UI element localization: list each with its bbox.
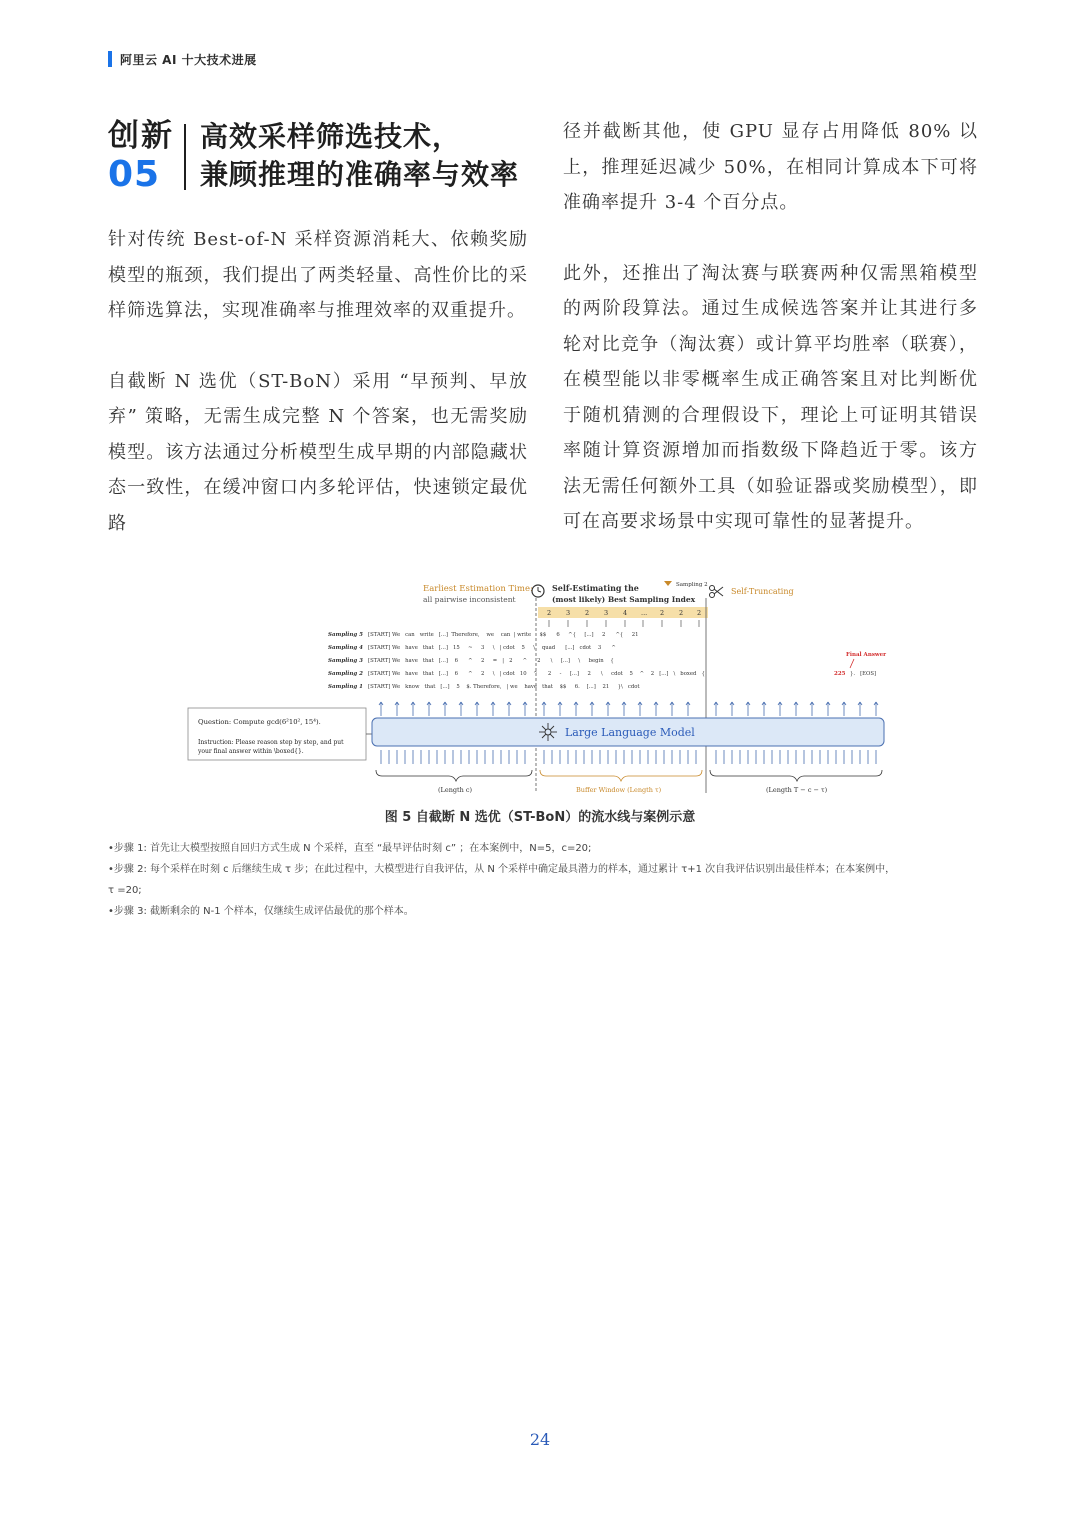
buffer-window-label: Buffer Window (Length τ) — [576, 786, 662, 794]
svg-text:3: 3 — [604, 609, 609, 617]
row-label-5: Sampling 5 — [328, 632, 363, 638]
length-rest-brace — [710, 770, 882, 781]
index-arrows — [549, 620, 699, 627]
svg-text:2: 2 — [585, 609, 590, 617]
self-estimating-label: Self-Estimating the — [552, 583, 639, 593]
svg-text:2: 2 — [547, 609, 552, 617]
instruction-line-1: Instruction: Please reason step by step, and put — [198, 739, 344, 746]
section-title-line1: 高效采样筛选技术， — [200, 120, 462, 153]
row-tokens-5: [START] We can write [...] Therefore, we can | write $$ 6 ^{ [...] 2 ^{ 21 — [368, 632, 639, 638]
output-arrows — [379, 702, 878, 716]
paragraph-st-bon: 自截断 N 选优（ST-BoN）采用 “早预判、早放弃” 策略，无需生成完整 N 个答案，也无需奖励模型。该方法通过分析模型生成早期的内部隐藏状态一致性，在缓冲窗口内多轮评估，快速锁定最优路 — [108, 370, 528, 534]
svg-text:3: 3 — [566, 609, 571, 617]
final-answer-label: Final Answer — [846, 652, 887, 658]
running-header — [108, 50, 257, 68]
right-column — [563, 114, 978, 540]
paragraph-st-bon-continued: 径并截断其他，使 GPU 显存占用降低 80% 以上，推理延迟减少 50%，在相同计算成本下可将准确率提升 3-4 个百分点。 — [563, 121, 978, 213]
earliest-estimation-label: Earliest Estimation Time: — [423, 584, 533, 594]
step-note-3: •步骤 3: 截断剩余的 N-1 个样本，仅继续生成评估最优的那个样本。 — [108, 906, 414, 917]
length-rest-label: (Length T − c − τ) — [766, 786, 828, 794]
row-tokens-3: [START] We have that [...] 6 ^ 2 = | 2 ^ 2 \ [...] \ begin { — [368, 658, 614, 664]
instruction-line-2: your final answer within \boxed{}. — [198, 748, 304, 755]
row-tokens-4: [START] We have that [...] 15 ~ 3 \ | cdot 5 \ quad [...] cdot 3 ^ — [368, 645, 616, 651]
svg-text:2: 2 — [697, 609, 702, 617]
heading-divider — [184, 124, 186, 190]
final-answer-arrow — [850, 659, 854, 668]
page-number: 24 — [529, 1430, 551, 1449]
header-accent-bar — [108, 51, 112, 67]
row-label-4: Sampling 4 — [328, 645, 363, 651]
section-title — [200, 118, 519, 194]
row-tokens-1: [START] We know that [...] 5 $. Therefore, | we have that $$ 6. [...] 21 }\ cdot — [368, 684, 640, 690]
innovation-word: 创新 — [108, 118, 174, 154]
row-label-3: Sampling 3 — [328, 658, 363, 664]
svg-text:Sampling 2: Sampling 2 — [676, 582, 708, 588]
index-values — [547, 609, 701, 617]
sampling-rows — [328, 631, 705, 690]
row-label-2: Sampling 2 — [328, 671, 363, 677]
paragraph-intro: 针对传统 Best-of-N 采样资源消耗大、依赖奖励模型的瓶颈，我们提出了两类轻量、高性价比的采样筛选算法，实现准确率与推理效率的双重提升。 — [108, 229, 528, 321]
svg-text:4: 4 — [623, 609, 628, 617]
svg-text:...: ... — [641, 609, 648, 617]
llm-label: Large Language Model — [565, 726, 695, 739]
length-c-brace — [376, 770, 532, 781]
input-arrows — [381, 750, 876, 764]
sampling-2-tag — [664, 581, 708, 588]
clock-icon — [532, 585, 544, 597]
section-title-line2: 兼顾推理的准确率与效率 — [200, 158, 520, 191]
svg-text:2: 2 — [679, 609, 684, 617]
buffer-window-brace — [540, 770, 702, 781]
step-note-2: •步骤 2: 每个采样在时刻 c 后继续生成 τ 步；在此过程中，大模型进行自我评估，从 N 个采样中确定最具潜力的样本，通过累计 τ+1 次自我评估识别出最佳样本；在本案例中， — [108, 864, 896, 875]
step-note-2-continued: τ =20; — [108, 885, 142, 896]
step-note-1: •步骤 1: 首先让大模型按照自回归方式生成 N 个采样，直至 “最早评估时刻 c” ；在本案例中，N=5，c=20; — [108, 843, 592, 854]
innovation-number: 05 — [108, 154, 161, 195]
left-column — [108, 118, 528, 541]
header-title: 阿里云 AI 十大技术进展 — [120, 52, 257, 67]
figure-caption: 图 5 自截断 N 选优（ST-BoN）的流水线与案例示意 — [384, 810, 696, 825]
paragraph-tournament-league: 此外，还推出了淘汰赛与联赛两种仅需黑箱模型的两阶段算法。通过生成候选答案并让其进行多轮对比竞争（淘汰赛）或计算平均胜率（联赛），在模型能以非零概率生成正确答案且对比判断优于随机猜测的合理假设下，理论上可证明其错误率随计算资源增加而指数级下降趋近于零。该方法无需任何额外工具（如验证器或奖励模型），即可在高要求场景中实现可靠性的显著提升。 — [563, 262, 978, 532]
svg-text:2: 2 — [660, 609, 665, 617]
innovation-heading — [108, 118, 528, 196]
self-estimating-sub: (most likely) Best Sampling Index — [552, 595, 696, 604]
row-tokens-2: [START] We have that [...] 6 ^ 2 \ | cdot 10 ^ 2 - [...] 2 \ cdot 5 ^ 2 [...] \ boxed { — [368, 671, 705, 677]
final-answer-tail: }. [EOS] — [850, 671, 877, 677]
pipeline-diagram — [186, 578, 894, 798]
length-c-label: (Length c) — [438, 786, 473, 794]
self-truncating-label: Self-Truncating — [731, 587, 794, 596]
final-answer-value: 225 — [834, 671, 846, 677]
earliest-estimation-sub: all pairwise inconsistent — [423, 595, 516, 604]
step-notes — [108, 838, 968, 922]
innovation-label — [108, 118, 182, 196]
st-bon-pipeline-figure — [186, 578, 894, 798]
scissors-icon — [710, 586, 724, 598]
question-text: Question: Compute gcd(6²10², 15⁴). — [198, 718, 321, 726]
row-label-1: Sampling 1 — [328, 684, 363, 690]
